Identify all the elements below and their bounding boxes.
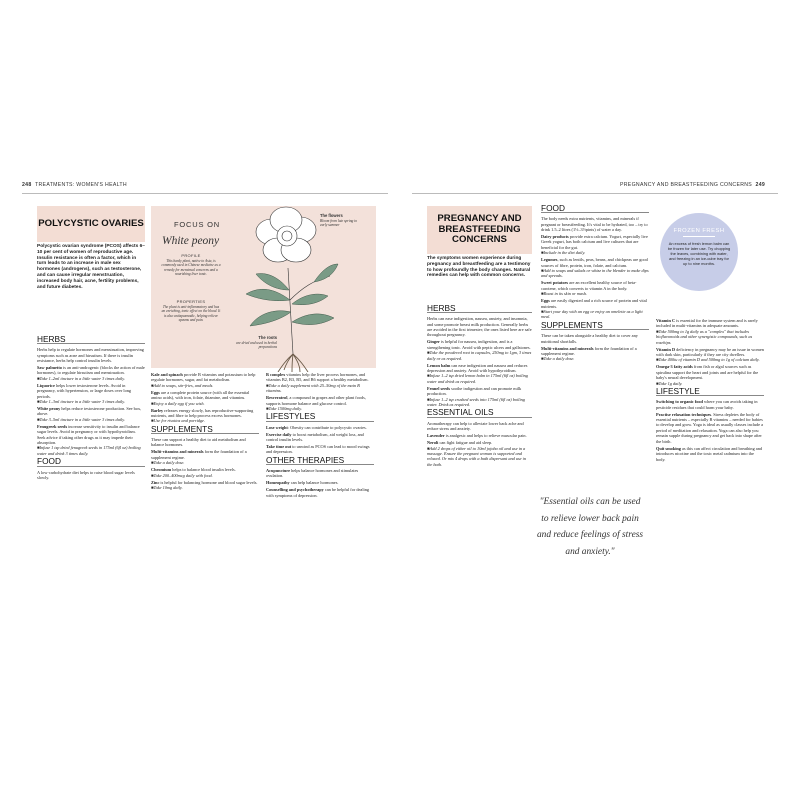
entry-text: to boost metabolism, aid weight loss, and control insulin levels. [266,431,364,443]
entry-name: Dairy products [541,234,569,240]
focus-profile [161,254,221,277]
right-page-number: 249 [755,182,766,188]
entry-text: releases energy slowly, has reproductive-supporting nutrients, and fibre to help process excess hormones. [151,407,254,419]
entry-name: Lavender [427,433,445,439]
entry-dose: ■Use for risottos and porridge. [151,418,206,424]
acupuncture-entry [266,468,374,479]
supplements-intro: These can be taken alongside a healthy diet to cover any nutritional shortfalls. [541,333,638,344]
left-header-rule [22,193,388,194]
entry-text: helps to balance blood insulin levels. [171,467,236,473]
chromium-entry [151,467,259,478]
multivitamins-entry [151,449,259,465]
entry-text: helps lower testosterone levels. Avoid in pregnancy, with hypertension, or large doses over long periods. [37,382,132,399]
white-peony-entry [37,406,145,422]
entry-dose: ■Add 2 drops of either oil to 10ml jojoba oil and use in a massage. Ensure the pregnant woman is supported and relaxed. Or mix 4 drops with a bath dispersant and use in the bath. [427,445,526,467]
pregnancy-column-3 [656,318,764,464]
entry-text: to unwind as PCOS can lead to mood swings and depression. [266,444,370,455]
entry-text: provide extra calcium. Yogurt, especially live Greek yogurt, has both calcium and live cultures that are beneficial for the gut. [541,234,648,250]
fenugreek-entry [37,424,145,456]
entry-name: Kale and spinach [151,372,183,377]
peony-leaf [292,314,334,325]
pregnancy-title-box [427,206,532,254]
entry-name: Saw palmetto [37,365,62,371]
entry-dose: ■Take 200–400mcg daily with food. [151,472,213,478]
entry-dose: ■Infuse 1–2 tsp dried lemon balm in 175ml (6fl oz) boiling water and drink as required. [427,373,528,384]
peony-leaf [292,294,328,305]
entry-text: are a complete protein source (with all the essential amino acids), with iron, folate, thiamine, and vitamins. [151,389,250,401]
herbs-heading: HERBS [37,337,145,344]
entry-name: Omega-3 fatty acids [656,364,693,370]
sweet-potatoes-entry [541,280,649,296]
entry-name: B complex [266,372,286,377]
entry-name: Vitamin D [656,346,676,352]
entry-dose: ■Take a daily dose. [151,460,185,466]
entry-name: Legumes [541,257,558,263]
entry-text: helps balance hormones and stimulates ovulation. [266,468,359,479]
entry-text: is an anti-androgenic (blocks the action of male hormones), to regulate hirsutism and menstruation. [37,365,145,376]
supplements-heading: SUPPLEMENTS [151,427,259,434]
peony-flower-core [282,231,292,241]
saw-palmetto-entry [37,365,145,381]
quit-smoking-entry [656,446,764,462]
left-running-header [22,182,127,188]
entry-text: helps reduce testosterone production. See box, above. [37,406,142,417]
entry-text: is helpful for balancing hormone and blood sugar levels. [159,479,258,485]
entry-name: White peony [37,406,61,412]
entry-name: Multi-vitamins and minerals [151,449,204,455]
profile-heading: PROFILE [181,253,201,258]
entry-dose: ■Take 1500mg daily. [266,406,302,412]
food-heading: FOOD [541,206,649,213]
entry-name: Eggs [541,298,550,304]
peony-leaf [256,274,289,290]
entry-text: where you can avoids taking in pesticide residues that could harm your baby. [656,399,758,410]
entry-name: Sweet potatoes [541,280,569,286]
entry-dose: ■Start your day with an egg or enjoy an omelette as a light meal. [541,309,643,320]
right-header-rule [412,193,778,194]
organic-food-entry [656,399,764,410]
roots-text: are dried and used in herbal preparations [236,340,277,349]
entry-text: can fight fatigue and aid sleep. [438,440,493,446]
entry-dose: ■Take 500mg to 1g daily as a "complex" that includes bioflavonoids and other synergistic compounds, such as rosehips. [656,328,753,345]
pcos-lead: Polycystic ovarian syndrome (PCOS) affects 6–10 per cent of women of reproductive age. Insulin resistance is often a factor, which in turn leads to an increase in male sex hormones (androgens), such as testosterone, and can cause irregular menstruation, increased body hair, acne, fertility problems, and future diabetes. [37,244,145,290]
lifestyles-heading: LIFESTYLES [266,414,374,421]
peony-root [292,354,293,372]
entry-name: Resveratrol [266,395,288,401]
entry-text: from fish or algal sources such as spirulina support the heart and joints and are helpful for the baby's neural development. [656,364,759,381]
legumes-entry [541,257,649,279]
entry-name: Lemon balm [427,362,451,368]
frozen-fresh-tip [660,213,738,291]
peony-leaf [250,311,291,326]
liquorice-entry [37,383,145,405]
entry-text: . Stress depletes the body of essential nutrients – especially B vitamins – needed for babies to develop and grow. Yoga is ideal as usually classes include a period of meditation and relaxation. Yoga can also help you remain supple during pregnancy and get back into shape after the birth. [656,411,764,444]
entry-text: are an excellent healthy source of beta-carotene, which converts to vitamin A in the body. [541,280,637,291]
entry-text: deficiency in pregnancy may be an issue in women with dark skin, particularly if they are city dwellers. [656,346,764,358]
exercise-entry [266,432,374,443]
pregnancy-column-1 [427,303,532,469]
multivitamins-entry [541,346,649,362]
left-section-title: TREATMENTS: WOMEN'S HEALTH [35,182,127,188]
profile-text: This hardy plant, native to Asia, is commonly used in Chinese medicine as a remedy for menstrual concerns and a nourishing liver tonic. [161,258,221,277]
entry-name: Exercise daily [266,431,292,437]
entry-text: can be helpful for dealing with symptoms of depression. [266,487,370,498]
entry-dose: ■Roast in its skin or mash. [541,291,588,297]
food-intro: A low-carbohydrate diet helps to raise blood sugar levels slowly. [37,469,135,480]
relaxation-entry [656,412,764,444]
herbs-intro: Herbs help to regulate hormones and menstruation, improving symptoms such as acne and hirsutism. If there is insulin resistance, herbs help control insulin levels. [37,347,144,364]
resveratrol-entry [266,395,374,411]
lifestyle-heading: LIFESTYLE [656,389,764,396]
peony-leaf [314,264,338,282]
supplements-heading: SUPPLEMENTS [541,323,649,330]
right-running-header [620,182,765,188]
neroli-entry [427,440,532,467]
b-complex-entry [266,372,374,394]
eggs-entry [541,298,649,320]
entry-name: Liquorice [37,382,55,388]
entry-name: Neroli [427,440,439,446]
ginger-entry [427,339,532,361]
entry-text: , such as lentils, peas, beans, and chickpeas are good sources of fibre, protein, iron, folate, and calcium. [541,257,648,268]
pcos-title-box [37,206,145,242]
pregnancy-lead: The symptoms women experience during pregnancy and breastfeeding are a testimony to how profoundly the body changes. Natural remedies can help with common concerns. [427,256,531,279]
peony-stem [288,268,293,354]
pcos-column-3 [266,372,374,500]
entry-dose: ■Infuse 1–2 tsp crushed seeds into 175ml (6fl oz) boiling water. Drink as required. [427,396,525,408]
entry-dose: ■Take the powdered root in capsules, 250mg to 1gm, 3 times daily or as required. [427,350,532,361]
properties-heading: PROPERTIES [176,299,206,304]
entry-text: is helpful for nausea, indigestion, and is a strengthening tonic. Avoid with peptic ulcers and gallstones. [427,339,531,350]
left-page-number: 248 [22,182,32,188]
entry-dose: ■Take 400iu of vitamin D and 500mg to 1g of calcium daily. [656,357,760,363]
entry-name: Chromium [151,467,172,473]
entry-text: as this can affect circulation and breathing and introduces nicotine and the toxic metal cadmium into the body. [656,445,763,462]
pcos-column-2 [151,372,259,492]
dairy-entry [541,234,649,256]
fennel-entry [427,386,532,408]
barley-entry [151,408,259,424]
entry-text: can ease indigestion and nausea and reduces depression and anxiety. Avoid with hypothyroidism. [427,362,528,374]
entry-dose: ■Infuse 1 tsp dried fenugreek seeds in 175ml (6fl oz) boiling water and drink 3 times daily. [37,445,141,456]
counselling-entry [266,487,374,498]
entry-name: Fenugreek seeds [37,423,68,429]
entry-name: Fennel seeds [427,385,451,391]
white-peony-illustration [230,204,340,372]
frozen-fresh-title: FROZEN FRESH [673,228,725,234]
entry-dose: ■Add to soups, stir-fries, and meals. [151,382,214,388]
entry-name: Practise relaxation techniques [656,411,712,417]
essential-oils-intro: Aromatherapy can help to alleviate lower back ache and reduce stress and anxiety. [427,420,524,432]
homeopathy-entry [266,480,374,485]
peony-leaf [246,289,290,301]
entry-text: is analgesic and helps to relieve muscular pain. [444,433,527,439]
entry-text: form the foundation of a supplement regime. [151,449,247,460]
flowers-text: Bloom from late spring to early summer [320,218,358,227]
entry-text: provide B vitamins and potassium to help regulate hormones, sugar, and fat metabolism. [151,372,256,383]
entry-name: Take time out [266,444,292,450]
entry-text: increase sensitivity to insulin and balance sugar levels. Avoid in pregnancy or with hypothyroidism. Seek advice if taking other drugs as it may impede their absorption. [37,423,140,446]
pregnancy-column-2 [541,203,649,363]
entry-dose: ■Add to soups and salads or whizz in the blender to make dips and spreads. [541,268,649,279]
vitamin-d-entry [656,347,764,363]
focus-properties [161,300,221,323]
properties-text: The plant is anti-inflammatory and has an enriching, tonic effect on the blood. It is also antispasmodic, helping relieve spasms and pain. [161,304,221,323]
lavender-entry [427,433,532,438]
entry-dose: ■Take 1g daily. [656,380,683,386]
entry-dose: ■Take 1–2ml tincture in a little water 3 times daily. [37,375,125,381]
entry-dose: ■Take a daily dose. [541,356,575,362]
lose-weight-entry [266,425,374,430]
focus-label: FOCUS ON [174,220,220,229]
entry-dose: ■Take 1–3ml tincture in a little water 3 times daily. [37,399,125,405]
right-section-title: PREGNANCY AND BREASTFEEDING CONCERNS [620,182,753,188]
kale-entry [151,372,259,388]
frozen-fresh-rule [683,236,715,237]
entry-name: Multi-vitamins and minerals [541,345,594,351]
eggs-entry [151,390,259,406]
peony-root [293,354,308,372]
entry-text: : Obesity can contribute to polycystic ovaries. [287,424,367,430]
entry-dose: ■Enjoy a daily egg if you wish. [151,400,205,406]
entry-name: Zinc [151,479,160,485]
flowers-heading: The flowers [320,213,343,218]
food-heading: FOOD [37,459,145,466]
other-therapies-heading: OTHER THERAPIES [266,458,374,465]
focus-plant-name: White peony [162,235,220,247]
entry-name: Eggs [151,389,160,395]
entry-name: Acupuncture [266,468,291,474]
zinc-entry [151,480,259,491]
entry-name: Barley [151,407,164,413]
pull-quote: "Essential oils can be used to relieve lower back pain and reduce feelings of stress and anxiety." [536,497,644,557]
entry-name: Switching to organic food [656,399,703,405]
entry-name: Homeopathy [266,480,290,486]
pcos-column-1 [37,334,145,482]
entry-text: soothe indigestion and can promote milk production. [427,385,522,397]
omega-3-entry [656,364,764,386]
vitamin-c-entry [656,318,764,345]
entry-name: Ginger [427,339,440,345]
entry-text: can help balance hormones. [289,480,339,486]
entry-name: Lose weight [266,424,288,430]
entry-text: vitamins help the liver process hormones, and vitamins B2, B3, B5, and B6 support a healthy metabolism. [266,372,369,383]
herbs-heading: HERBS [427,306,532,313]
frozen-fresh-text: An excess of fresh lemon balm can be frozen for later use. Try chopping the leaves, combining with water, and freezing in an ice-cube tray for up to nine months. [667,241,731,266]
entry-text: are easily digested and a rich source of protein and vital nutrients. [541,298,647,309]
entry-name: Vitamin C [656,318,676,323]
entry-name: Quit smoking [656,445,681,451]
entry-dose: ■Take 10mg daily. [151,485,183,491]
entry-name: Counselling and psychotherapy [266,487,324,493]
entry-text: , a compound in grapes and other plant foods, supports hormone balance and glucose control. [266,395,366,406]
entry-dose: ■Include in the diet daily. [541,250,586,256]
food-intro: The body needs extra nutrients, vitamins, and minerals if pregnant or breastfeeding. It's vital to be hydrated, too – try to drink 1.5–2 litres (1½–3½pints) of water a day. [541,216,648,233]
entry-dose: ■Take 3–5ml tincture in a little water 3 times daily. [37,416,125,422]
entry-text: form the foundation of a supplement regime. [541,345,637,356]
herbs-intro: Herbs can ease indigestion, nausea, anxiety, and insomnia, and some promote breast milk production. Generally herbs are avoided in the first trimester; the ones listed here are safe throughout pregnancy. [427,316,532,338]
roots-heading: The roots [258,335,277,340]
pcos-title: POLYCYSTIC OVARIES [38,218,144,229]
entry-text: is essential for the immune system and is rarely included in multi-vitamins in adequate amounts. [656,318,758,329]
essential-oils-heading: ESSENTIAL OILS [427,410,532,417]
supplements-intro: These can support a healthy diet to aid metabolism and balance hormones. [151,437,246,448]
lemon-balm-entry [427,363,532,385]
entry-dose: ■Take a daily supplement with 25–50mg of the main B vitamins. [266,382,360,394]
time-out-entry [266,444,374,455]
pregnancy-title: PREGNANCY AND BREASTFEEDING CONCERNS [437,213,522,245]
